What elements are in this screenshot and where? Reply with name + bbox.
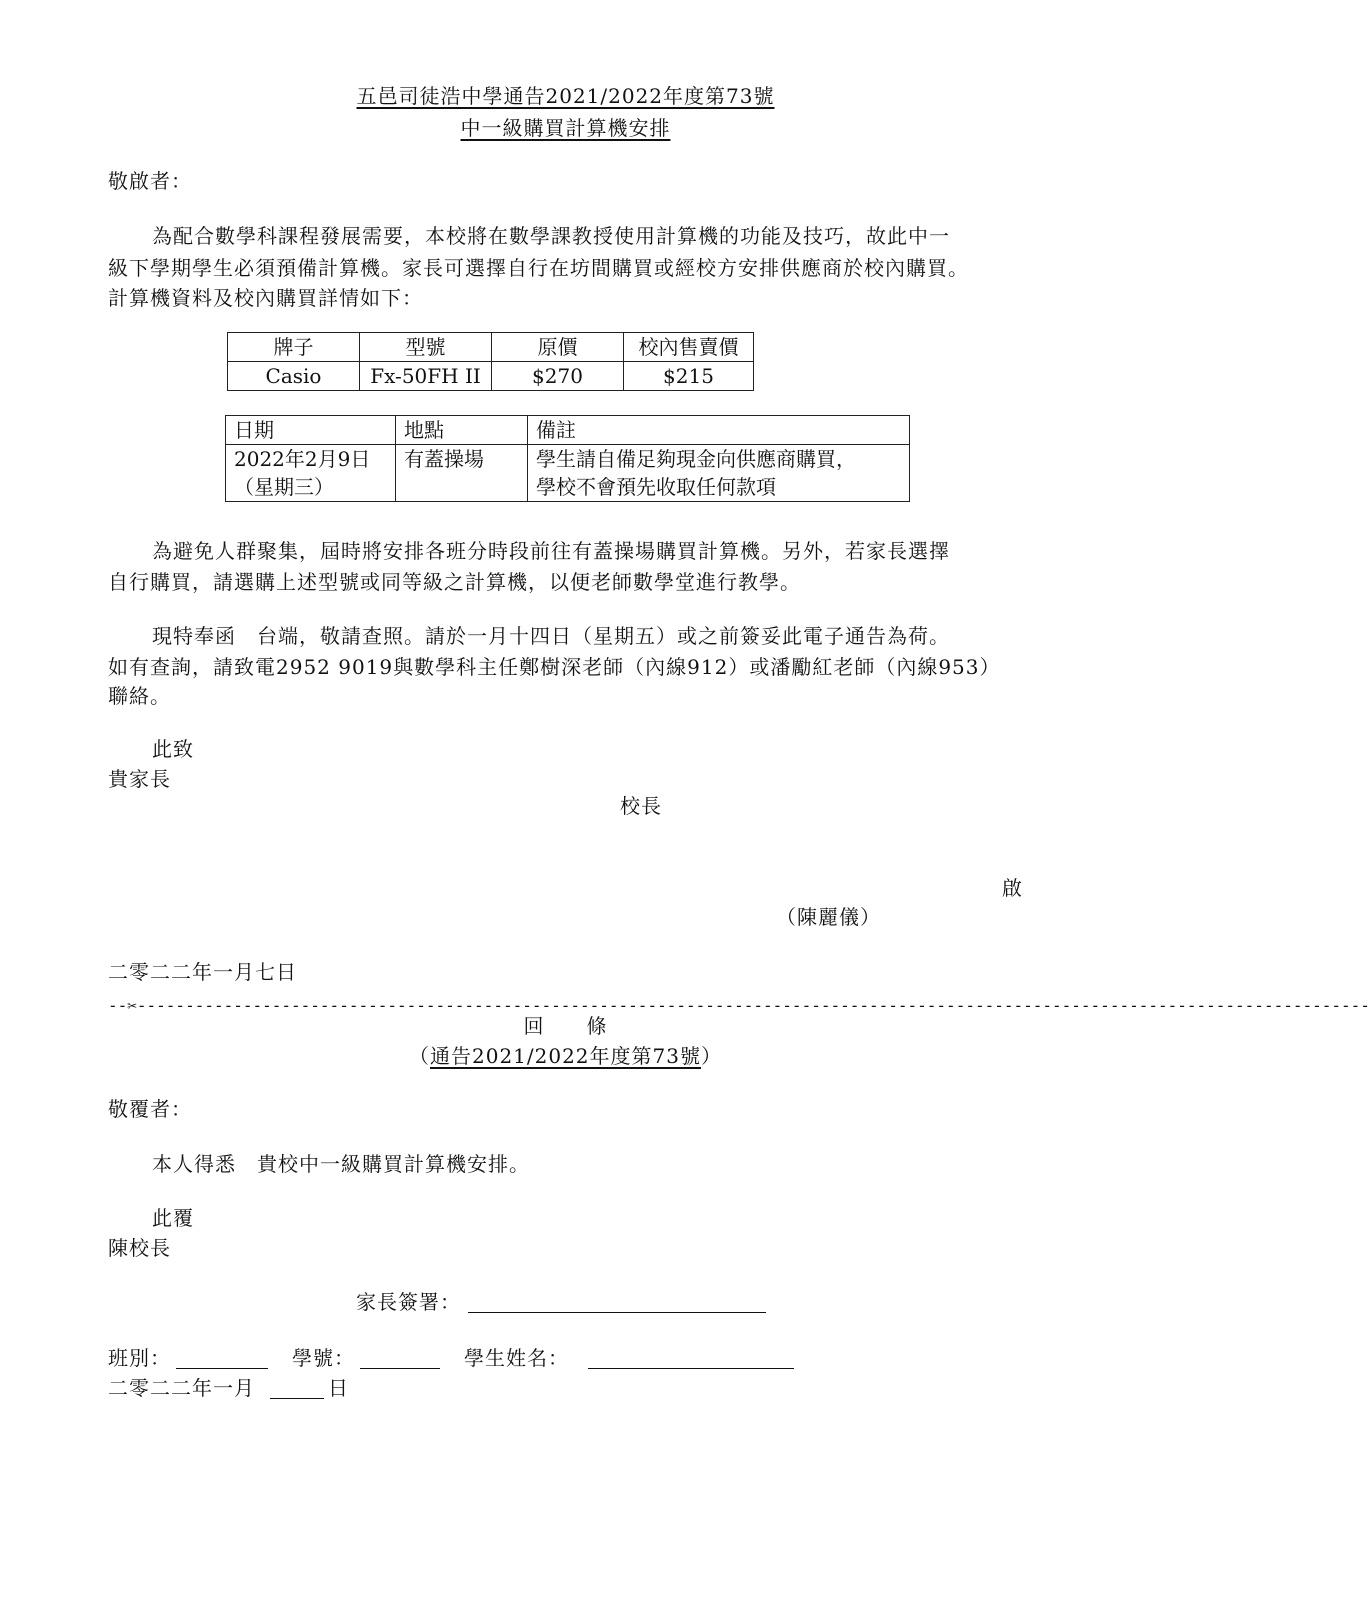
table-header-cell: 校內售賣價 xyxy=(624,333,754,362)
paragraph-1-line-1: 為配合數學科課程發展需要，本校將在數學課教授使用計算機的功能及技巧，故此中一 xyxy=(152,224,950,248)
table-header-cell: 原價 xyxy=(492,333,624,362)
table-row xyxy=(226,445,910,502)
reply-slip-title: 回 條 xyxy=(523,1014,608,1038)
reply-day-field[interactable] xyxy=(270,1398,324,1399)
reply-salutation: 敬覆者： xyxy=(108,1097,192,1121)
paragraph-3-line-1: 現特奉函 台端，敬請查照。請於一月十四日（星期五）或之前簽妥此電子通告為荷。 xyxy=(152,624,950,648)
table-header-cell: 型號 xyxy=(360,333,492,362)
cut-line: --✂-------------------------------------------------------------------------------------------------------------------------------- xyxy=(108,996,1370,1015)
student-number-field[interactable] xyxy=(360,1368,440,1369)
paragraph-3-line-2: 如有查詢，請致電2952 9019與數學科主任鄭樹深老師（內線912）或潘勵紅老師（內線953） xyxy=(108,655,1001,679)
class-label: 班別： xyxy=(108,1346,171,1370)
date-line-2: （星期三） xyxy=(234,475,334,499)
table-header-cell: 備註 xyxy=(528,416,910,445)
reply-body: 本人得悉 貴校中一級購買計算機安排。 xyxy=(152,1152,530,1176)
table-cell-date xyxy=(226,445,396,502)
notice-date: 二零二二年一月七日 xyxy=(108,960,297,984)
reference-close-paren: ） xyxy=(700,1044,722,1068)
table-row xyxy=(228,362,754,391)
student-number-label: 學號： xyxy=(292,1346,355,1370)
date-line-1: 2022年2月9日 xyxy=(234,447,371,471)
table-header-cell: 地點 xyxy=(396,416,528,445)
class-field[interactable] xyxy=(176,1368,268,1369)
reply-date-suffix: 日 xyxy=(328,1376,349,1400)
reply-closing-line-2: 陳校長 xyxy=(108,1236,171,1260)
paragraph-3-line-3: 聯絡。 xyxy=(108,684,171,708)
signature-field[interactable] xyxy=(468,1312,766,1313)
table-header-cell: 牌子 xyxy=(228,333,360,362)
notice-title: 五邑司徒浩中學通告2021/2022年度第73號 xyxy=(356,84,775,108)
reply-closing-line-1: 此覆 xyxy=(152,1206,194,1230)
reference-text: 通告2021/2022年度第73號 xyxy=(430,1044,701,1068)
purchase-details-table xyxy=(225,415,910,502)
table-cell-brand: Casio xyxy=(228,362,360,391)
remark-line-1: 學生請自備足夠現金向供應商購買， xyxy=(536,447,856,471)
closing-line-2: 貴家長 xyxy=(108,767,171,791)
student-name-field[interactable] xyxy=(588,1368,794,1369)
reference-open-paren: （ xyxy=(409,1044,430,1068)
paragraph-1-line-2: 級下學期學生必須預備計算機。家長可選擇自行在坊間購買或經校方安排供應商於校內購買。 xyxy=(108,256,969,280)
qi-character: 啟 xyxy=(1002,876,1023,900)
signature-label: 家長簽署： xyxy=(356,1290,461,1314)
table-cell-place: 有蓋操場 xyxy=(396,445,528,502)
remark-line-2: 學校不會預先收取任何款項 xyxy=(536,475,776,499)
calculator-table xyxy=(227,332,754,391)
paragraph-1-line-3: 計算機資料及校內購買詳情如下： xyxy=(108,286,423,310)
table-cell-remark xyxy=(528,445,910,502)
paragraph-2-line-1: 為避免人群聚集，屆時將安排各班分時段前往有蓋操場購買計算機。另外，若家長選擇 xyxy=(152,539,950,563)
principal-name: （陳麗儀） xyxy=(776,905,881,929)
table-header-row xyxy=(228,333,754,362)
table-cell-school-price: $215 xyxy=(624,362,754,391)
table-cell-original-price: $270 xyxy=(492,362,624,391)
closing-line-1: 此致 xyxy=(152,737,194,761)
table-cell-model: Fx-50FH II xyxy=(360,362,492,391)
paragraph-2-line-2: 自行購買，請選購上述型號或同等級之計算機，以便老師數學堂進行教學。 xyxy=(108,570,801,594)
principal-title: 校長 xyxy=(620,794,662,818)
notice-subtitle: 中一級購買計算機安排 xyxy=(460,116,671,140)
table-header-cell: 日期 xyxy=(226,416,396,445)
reply-slip-reference xyxy=(0,1040,1131,1069)
salutation: 敬啟者： xyxy=(108,169,192,193)
reply-date-prefix: 二零二二年一月 xyxy=(108,1376,255,1400)
student-name-label: 學生姓名： xyxy=(464,1346,569,1370)
table-header-row xyxy=(226,416,910,445)
